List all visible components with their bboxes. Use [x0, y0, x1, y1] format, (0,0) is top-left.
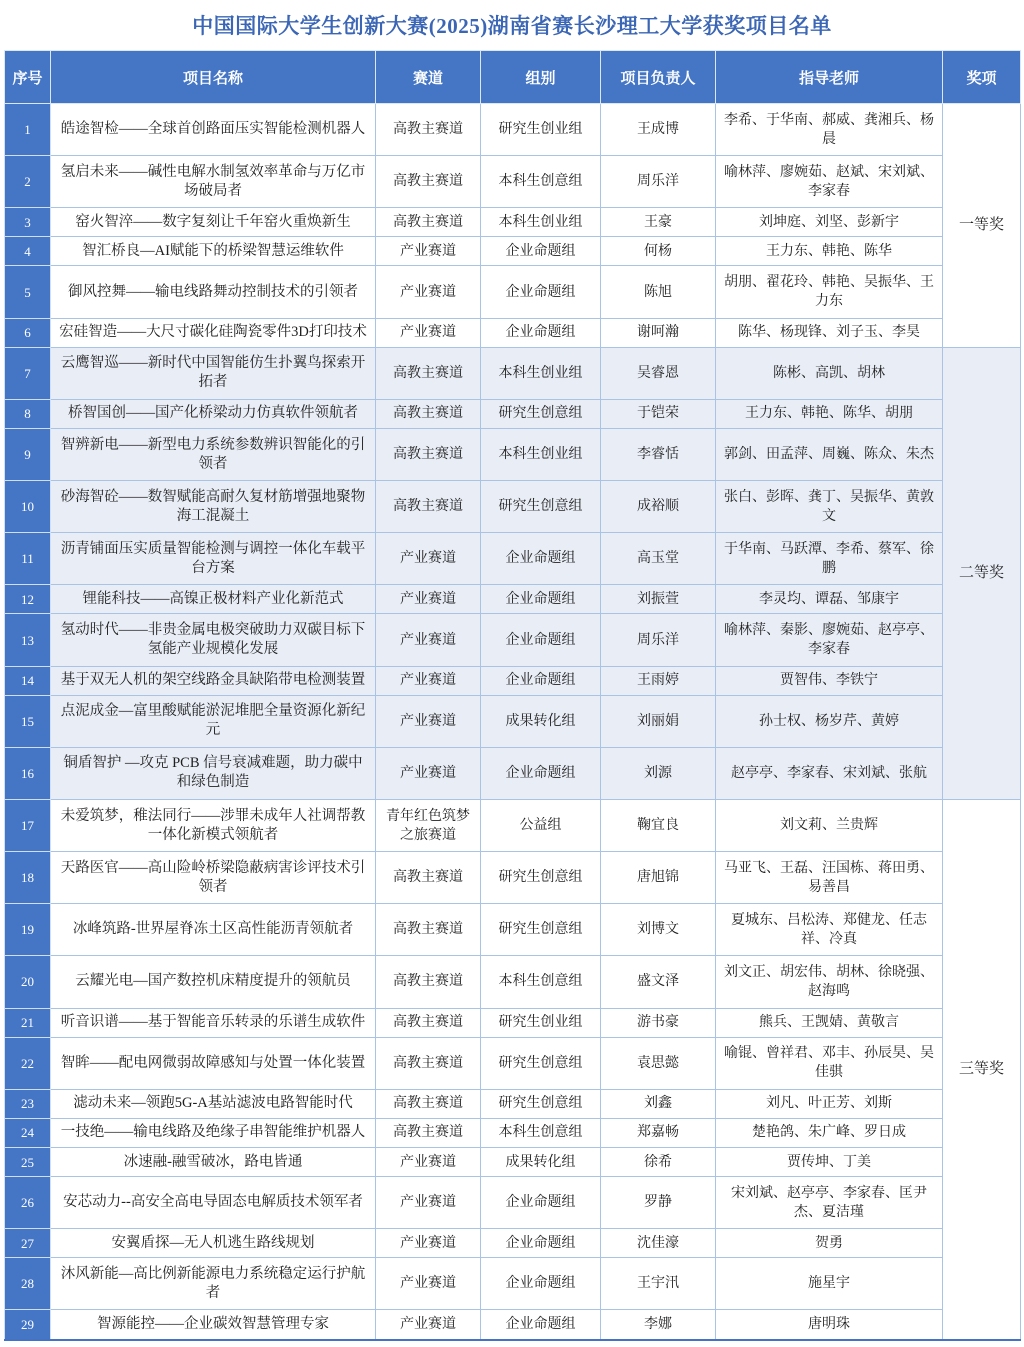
row-number-cell: 7 — [5, 347, 51, 399]
track-cell: 产业赛道 — [376, 666, 481, 695]
row-number-cell: 15 — [5, 695, 51, 747]
row-number-cell: 24 — [5, 1118, 51, 1147]
track-cell: 产业赛道 — [376, 1147, 481, 1176]
track-cell: 高教主赛道 — [376, 428, 481, 480]
advisors-cell: 刘坤庭、刘坚、彭新宇 — [716, 208, 943, 237]
track-cell: 高教主赛道 — [376, 481, 481, 533]
row-number-cell: 19 — [5, 904, 51, 956]
table-row — [5, 428, 1021, 480]
track-cell: 高教主赛道 — [376, 1008, 481, 1037]
table-row — [5, 585, 1021, 614]
track-cell: 高教主赛道 — [376, 904, 481, 956]
track-cell: 高教主赛道 — [376, 208, 481, 237]
leader-cell: 沈佳濠 — [601, 1229, 716, 1258]
advisors-cell: 唐明珠 — [716, 1310, 943, 1340]
project-name-cell: 一技绝——输电线路及绝缘子串智能维护机器人 — [51, 1118, 376, 1147]
project-name-cell: 氢动时代——非贵金属电极突破助力双碳目标下氢能产业规模化发展 — [51, 614, 376, 666]
leader-cell: 周乐洋 — [601, 614, 716, 666]
table-row — [5, 1229, 1021, 1258]
advisors-cell: 楚艳鸽、朱广峰、罗日成 — [716, 1118, 943, 1147]
row-number-cell: 3 — [5, 208, 51, 237]
project-name-cell: 未爱筑梦，稚法同行——涉罪未成年人社调帮教一体化新模式领航者 — [51, 799, 376, 851]
row-number-cell: 29 — [5, 1310, 51, 1340]
project-name-cell: 桥智国创——国产化桥梁动力仿真软件领航者 — [51, 399, 376, 428]
column-header-advisors: 指导老师 — [716, 51, 943, 104]
group-cell: 企业命题组 — [481, 1258, 601, 1310]
project-name-cell: 锂能科技——高镍正极材料产业化新范式 — [51, 585, 376, 614]
table-row — [5, 1118, 1021, 1147]
group-cell: 本科生创意组 — [481, 1118, 601, 1147]
row-number-cell: 27 — [5, 1229, 51, 1258]
leader-cell: 徐希 — [601, 1147, 716, 1176]
column-header-award: 奖项 — [943, 51, 1021, 104]
column-header-leader: 项目负责人 — [601, 51, 716, 104]
leader-cell: 刘振萱 — [601, 585, 716, 614]
advisors-cell: 张白、彭晖、龚丁、吴振华、黄敦文 — [716, 481, 943, 533]
project-name-cell: 智源能控——企业碳效智慧管理专家 — [51, 1310, 376, 1340]
project-name-cell: 滤动未来—领跑5G-A基站滤波电路智能时代 — [51, 1089, 376, 1118]
leader-cell: 王宇汛 — [601, 1258, 716, 1310]
row-number-cell: 11 — [5, 533, 51, 585]
leader-cell: 李睿恬 — [601, 428, 716, 480]
track-cell: 产业赛道 — [376, 1177, 481, 1229]
advisors-cell: 刘凡、叶正芳、刘斯 — [716, 1089, 943, 1118]
group-cell: 成果转化组 — [481, 695, 601, 747]
project-name-cell: 点泥成金—富里酸赋能淤泥堆肥全量资源化新纪元 — [51, 695, 376, 747]
project-name-cell: 冰速融-融雪破冰，路电皆通 — [51, 1147, 376, 1176]
leader-cell: 郑嘉畅 — [601, 1118, 716, 1147]
row-number-cell: 26 — [5, 1177, 51, 1229]
table-row — [5, 1177, 1021, 1229]
project-name-cell: 宏硅智造——大尺寸碳化硅陶瓷零件3D打印技术 — [51, 318, 376, 347]
leader-cell: 李娜 — [601, 1310, 716, 1340]
project-name-cell: 御风控舞——输电线路舞动控制技术的引领者 — [51, 266, 376, 318]
group-cell: 企业命题组 — [481, 237, 601, 266]
group-cell: 企业命题组 — [481, 533, 601, 585]
table-row — [5, 481, 1021, 533]
track-cell: 高教主赛道 — [376, 347, 481, 399]
row-number-cell: 23 — [5, 1089, 51, 1118]
project-name-cell: 智汇桥良—AI赋能下的桥梁智慧运维软件 — [51, 237, 376, 266]
row-number-cell: 12 — [5, 585, 51, 614]
award-table — [4, 50, 1021, 1341]
project-name-cell: 铜盾智护 —攻克 PCB 信号衰减难题，助力碳中和绿色制造 — [51, 747, 376, 799]
leader-cell: 盛文泽 — [601, 956, 716, 1008]
track-cell: 高教主赛道 — [376, 1118, 481, 1147]
project-name-cell: 智辨新电——新型电力系统参数辨识智能化的引领者 — [51, 428, 376, 480]
group-cell: 企业命题组 — [481, 318, 601, 347]
row-number-cell: 6 — [5, 318, 51, 347]
table-row — [5, 104, 1021, 156]
row-number-cell: 14 — [5, 666, 51, 695]
table-row — [5, 156, 1021, 208]
row-number-cell: 25 — [5, 1147, 51, 1176]
group-cell: 成果转化组 — [481, 1147, 601, 1176]
advisors-cell: 喻锟、曾祥君、邓丰、孙辰昊、吴佳骐 — [716, 1037, 943, 1089]
advisors-cell: 贾传坤、丁美 — [716, 1147, 943, 1176]
leader-cell: 刘丽娟 — [601, 695, 716, 747]
table-row — [5, 747, 1021, 799]
group-cell: 企业命题组 — [481, 266, 601, 318]
advisors-cell: 赵亭亭、李家春、宋刘斌、张航 — [716, 747, 943, 799]
track-cell: 产业赛道 — [376, 533, 481, 585]
leader-cell: 游书豪 — [601, 1008, 716, 1037]
row-number-cell: 22 — [5, 1037, 51, 1089]
leader-cell: 袁思懿 — [601, 1037, 716, 1089]
row-number-cell: 4 — [5, 237, 51, 266]
advisors-cell: 王力东、韩艳、陈华 — [716, 237, 943, 266]
project-name-cell: 窑火智淬——数字复刻让千年窑火重焕新生 — [51, 208, 376, 237]
leader-cell: 周乐洋 — [601, 156, 716, 208]
table-row — [5, 1089, 1021, 1118]
table-row — [5, 533, 1021, 585]
table-row — [5, 1147, 1021, 1176]
row-number-cell: 17 — [5, 799, 51, 851]
group-cell: 研究生创意组 — [481, 852, 601, 904]
leader-cell: 鞠宜良 — [601, 799, 716, 851]
track-cell: 产业赛道 — [376, 1229, 481, 1258]
row-number-cell: 21 — [5, 1008, 51, 1037]
group-cell: 企业命题组 — [481, 1229, 601, 1258]
advisors-cell: 郭剑、田孟萍、周巍、陈众、朱杰 — [716, 428, 943, 480]
advisors-cell: 孙士权、杨岁芹、黄婷 — [716, 695, 943, 747]
track-cell: 高教主赛道 — [376, 1089, 481, 1118]
page-title: 中国国际大学生创新大赛(2025)湖南省赛长沙理工大学获奖项目名单 — [192, 14, 832, 38]
table-row — [5, 1037, 1021, 1089]
advisors-cell: 李灵均、谭磊、邹康宇 — [716, 585, 943, 614]
row-number-cell: 20 — [5, 956, 51, 1008]
table-row — [5, 904, 1021, 956]
column-header-no: 序号 — [5, 51, 51, 104]
row-number-cell: 5 — [5, 266, 51, 318]
track-cell: 产业赛道 — [376, 318, 481, 347]
track-cell: 产业赛道 — [376, 695, 481, 747]
table-row — [5, 799, 1021, 851]
track-cell: 高教主赛道 — [376, 1037, 481, 1089]
group-cell: 本科生创意组 — [481, 156, 601, 208]
project-name-cell: 云鹰智巡——新时代中国智能仿生扑翼鸟探索开拓者 — [51, 347, 376, 399]
project-name-cell: 基于双无人机的架空线路金具缺陷带电检测装置 — [51, 666, 376, 695]
project-name-cell: 天路医官——高山险岭桥梁隐蔽病害诊评技术引领者 — [51, 852, 376, 904]
project-name-cell: 氢启未来——碱性电解水制氢效率革命与万亿市场破局者 — [51, 156, 376, 208]
group-cell: 研究生创业组 — [481, 104, 601, 156]
advisors-cell: 胡朋、翟花玲、韩艳、吴振华、王力东 — [716, 266, 943, 318]
award-cell: 一等奖 — [943, 104, 1021, 348]
track-cell: 高教主赛道 — [376, 399, 481, 428]
table-row — [5, 852, 1021, 904]
advisors-cell: 夏城东、吕松涛、郑健龙、任志祥、冷真 — [716, 904, 943, 956]
project-name-cell: 沐风新能—高比例新能源电力系统稳定运行护航者 — [51, 1258, 376, 1310]
row-number-cell: 2 — [5, 156, 51, 208]
row-number-cell: 10 — [5, 481, 51, 533]
table-row — [5, 208, 1021, 237]
advisors-cell: 陈彬、高凯、胡林 — [716, 347, 943, 399]
table-row — [5, 266, 1021, 318]
leader-cell: 刘博文 — [601, 904, 716, 956]
group-cell: 本科生创意组 — [481, 956, 601, 1008]
leader-cell: 成裕顺 — [601, 481, 716, 533]
advisors-cell: 熊兵、王觊婧、黄敬言 — [716, 1008, 943, 1037]
advisors-cell: 于华南、马跃潭、李希、蔡军、徐鹏 — [716, 533, 943, 585]
table-row — [5, 399, 1021, 428]
leader-cell: 于铠荣 — [601, 399, 716, 428]
leader-cell: 刘鑫 — [601, 1089, 716, 1118]
leader-cell: 何杨 — [601, 237, 716, 266]
group-cell: 研究生创业组 — [481, 1008, 601, 1037]
track-cell: 青年红色筑梦之旅赛道 — [376, 799, 481, 851]
table-row — [5, 347, 1021, 399]
track-cell: 产业赛道 — [376, 237, 481, 266]
group-cell: 研究生创意组 — [481, 904, 601, 956]
leader-cell: 陈旭 — [601, 266, 716, 318]
advisors-cell: 喻林萍、秦影、廖婉茹、赵亭亭、李家春 — [716, 614, 943, 666]
table-row — [5, 1310, 1021, 1340]
advisors-cell: 刘文正、胡宏伟、胡林、徐晓强、赵海鸣 — [716, 956, 943, 1008]
group-cell: 企业命题组 — [481, 614, 601, 666]
project-name-cell: 沥青铺面压实质量智能检测与调控一体化车载平台方案 — [51, 533, 376, 585]
leader-cell: 谢呵瀚 — [601, 318, 716, 347]
project-name-cell: 冰峰筑路-世界屋脊冻土区高性能沥青领航者 — [51, 904, 376, 956]
group-cell: 研究生创意组 — [481, 1037, 601, 1089]
track-cell: 产业赛道 — [376, 614, 481, 666]
group-cell: 研究生创意组 — [481, 399, 601, 428]
track-cell: 产业赛道 — [376, 1310, 481, 1340]
group-cell: 公益组 — [481, 799, 601, 851]
table-header-row — [5, 51, 1021, 104]
row-number-cell: 18 — [5, 852, 51, 904]
column-header-group: 组别 — [481, 51, 601, 104]
track-cell: 高教主赛道 — [376, 104, 481, 156]
track-cell: 高教主赛道 — [376, 956, 481, 1008]
group-cell: 本科生创业组 — [481, 208, 601, 237]
leader-cell: 刘源 — [601, 747, 716, 799]
track-cell: 产业赛道 — [376, 585, 481, 614]
track-cell: 高教主赛道 — [376, 852, 481, 904]
project-name-cell: 砂海智砼——数智赋能高耐久复材筋增强地聚物海工混凝土 — [51, 481, 376, 533]
group-cell: 企业命题组 — [481, 666, 601, 695]
advisors-cell: 陈华、杨现锋、刘子玉、李昊 — [716, 318, 943, 347]
leader-cell: 高玉堂 — [601, 533, 716, 585]
table-row — [5, 237, 1021, 266]
row-number-cell: 9 — [5, 428, 51, 480]
group-cell: 企业命题组 — [481, 1310, 601, 1340]
project-name-cell: 安翼盾探—无人机逃生路线规划 — [51, 1229, 376, 1258]
table-row — [5, 956, 1021, 1008]
row-number-cell: 8 — [5, 399, 51, 428]
row-number-cell: 16 — [5, 747, 51, 799]
column-header-track: 赛道 — [376, 51, 481, 104]
track-cell: 高教主赛道 — [376, 156, 481, 208]
row-number-cell: 13 — [5, 614, 51, 666]
project-name-cell: 云耀光电—国产数控机床精度提升的领航员 — [51, 956, 376, 1008]
advisors-cell: 刘文莉、兰贵辉 — [716, 799, 943, 851]
table-row — [5, 695, 1021, 747]
project-name-cell: 皓途智检——全球首创路面压实智能检测机器人 — [51, 104, 376, 156]
table-row — [5, 1258, 1021, 1310]
group-cell: 研究生创意组 — [481, 481, 601, 533]
project-name-cell: 听音识谱——基于智能音乐转录的乐谱生成软件 — [51, 1008, 376, 1037]
track-cell: 产业赛道 — [376, 747, 481, 799]
advisors-cell: 贾智伟、李铁宁 — [716, 666, 943, 695]
row-number-cell: 28 — [5, 1258, 51, 1310]
leader-cell: 王豪 — [601, 208, 716, 237]
table-row — [5, 614, 1021, 666]
leader-cell: 吴睿恩 — [601, 347, 716, 399]
award-cell: 三等奖 — [943, 799, 1021, 1340]
group-cell: 研究生创意组 — [481, 1089, 601, 1118]
group-cell: 企业命题组 — [481, 1177, 601, 1229]
group-cell: 本科生创业组 — [481, 347, 601, 399]
group-cell: 本科生创业组 — [481, 428, 601, 480]
advisors-cell: 宋刘斌、赵亭亭、李家春、匡尹杰、夏洁瑾 — [716, 1177, 943, 1229]
advisors-cell: 李希、于华南、郝威、龚湘兵、杨晨 — [716, 104, 943, 156]
table-row — [5, 666, 1021, 695]
table-row — [5, 1008, 1021, 1037]
column-header-project-name: 项目名称 — [51, 51, 376, 104]
table-row — [5, 318, 1021, 347]
award-cell: 二等奖 — [943, 347, 1021, 799]
advisors-cell: 马亚飞、王磊、汪国栋、蒋田勇、易善昌 — [716, 852, 943, 904]
leader-cell: 罗静 — [601, 1177, 716, 1229]
row-number-cell: 1 — [5, 104, 51, 156]
project-name-cell: 安芯动力--高安全高电导固态电解质技术领军者 — [51, 1177, 376, 1229]
advisors-cell: 施星宇 — [716, 1258, 943, 1310]
leader-cell: 王雨婷 — [601, 666, 716, 695]
project-name-cell: 智眸——配电网微弱故障感知与处置一体化装置 — [51, 1037, 376, 1089]
group-cell: 企业命题组 — [481, 747, 601, 799]
advisors-cell: 王力东、韩艳、陈华、胡朋 — [716, 399, 943, 428]
advisors-cell: 贺勇 — [716, 1229, 943, 1258]
leader-cell: 唐旭锦 — [601, 852, 716, 904]
group-cell: 企业命题组 — [481, 585, 601, 614]
track-cell: 产业赛道 — [376, 1258, 481, 1310]
leader-cell: 王成博 — [601, 104, 716, 156]
track-cell: 产业赛道 — [376, 266, 481, 318]
advisors-cell: 喻林萍、廖婉茹、赵斌、宋刘斌、李家春 — [716, 156, 943, 208]
